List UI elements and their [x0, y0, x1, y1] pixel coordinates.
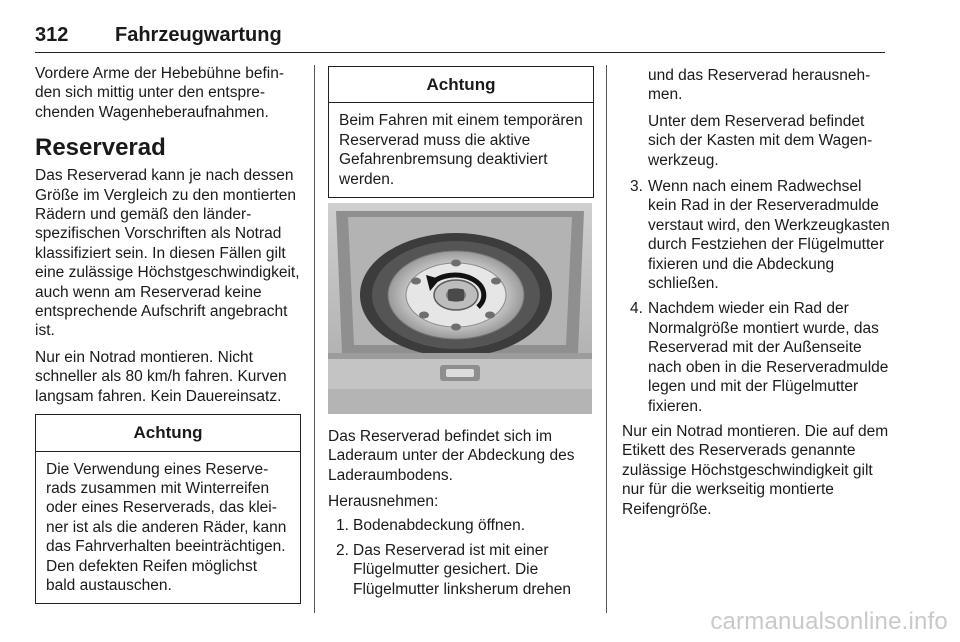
intro-paragraph: Vordere Arme der Hebebühne befinden sich mittig unter den entsprechenden Wagenheberaufnahmen. — [35, 65, 285, 121]
removal-steps — [328, 516, 594, 600]
step-text: Bodenabdeckung öffnen. — [353, 516, 526, 534]
chapter-title: Fahrzeugwartung — [115, 24, 282, 46]
column-left — [35, 64, 301, 604]
page-number: 312 — [35, 24, 69, 46]
warning-box — [35, 414, 301, 604]
warning-text: Beim Fahren mit einem temporären Reserverad muss die aktive Gefahrenbremsung deaktiviert werden. — [339, 112, 583, 188]
step-number: 4. — [630, 300, 643, 318]
warning-title: Achtung — [36, 415, 300, 451]
column-divider — [606, 65, 607, 613]
list-item — [622, 299, 890, 415]
step-note: Unter dem Reserverad befindet sich der Kasten mit dem Wagenwerkzeug. — [648, 112, 873, 169]
page-header — [35, 22, 885, 53]
list-item — [328, 516, 594, 535]
section-heading: Reserverad — [35, 134, 166, 162]
photo-caption: Das Reserverad befindet sich im Laderaum unter der Abdeckung des Laderaumbodens. — [328, 428, 575, 484]
step-number: 1. — [336, 516, 349, 534]
watermark: carmanualsonline.info — [710, 608, 948, 635]
spare-wheel-illustration — [328, 203, 592, 414]
warning-text: Die Verwendung eines Reserverads zusammen mit Winterreifen oder eines Reserverads, das kleiner ist als die anderen Räder, kann das Fahrverhalten beeinträchtigen. Den defekten Reifen möglichst bald austauschen. — [46, 460, 287, 594]
column-divider — [314, 65, 315, 613]
removal-steps-continued — [622, 177, 890, 416]
column-middle — [328, 64, 594, 198]
final-paragraph: Nur ein Notrad montieren. Die auf dem Etikett des Reserverads genannte zulässige Höchstgeschwindigkeit gilt nur für die werkseitig montierte Reifengröße. — [622, 422, 889, 518]
spare-wheel-photo — [328, 203, 592, 414]
paragraph: Das Reserverad kann je nach dessen Größe im Vergleich zu den montierten Rädern und gemäß den länderspezifischen Vorschriften als Notrad klassifiziert sein. In diesen Fällen gilt eine zulässige Höchstgeschwindigkeit, auch wenn am Reserverad keine entsprechende Aufschrift angebracht ist. — [35, 167, 300, 340]
paragraph: Nur ein Notrad montieren. Nicht schneller als 80 km/h fahren. Kurven langsam fahren. Kein Dauereinsatz. — [35, 348, 287, 405]
step-text: Wenn nach einem Radwechsel kein Rad in der Reserveradmulde verstaut wird, den Werkzeugkasten durch Festziehen der Flügelmutter fixieren und die Abdeckung schließen. — [648, 178, 890, 293]
warning-title: Achtung — [329, 67, 593, 103]
column-right — [622, 66, 890, 526]
list-item — [622, 177, 890, 293]
step-continuation: und das Reserverad herausnehmen. — [648, 67, 871, 104]
step-number: 2. — [336, 542, 349, 560]
warning-box — [328, 66, 594, 198]
list-item — [328, 541, 594, 599]
removal-label: Herausnehmen: — [328, 493, 439, 511]
column-middle-text — [328, 427, 594, 605]
step-text: Nachdem wieder ein Rad der Normalgröße montiert wurde, das Reserverad mit der Außenseite nach oben in die Reserveradmulde legen und mit der Flügelmutter fixieren. — [648, 300, 889, 415]
step-number: 3. — [630, 178, 643, 196]
step-text: Das Reserverad ist mit einer Flügelmutter gesichert. Die Flügelmutter linksherum drehen — [353, 542, 571, 598]
